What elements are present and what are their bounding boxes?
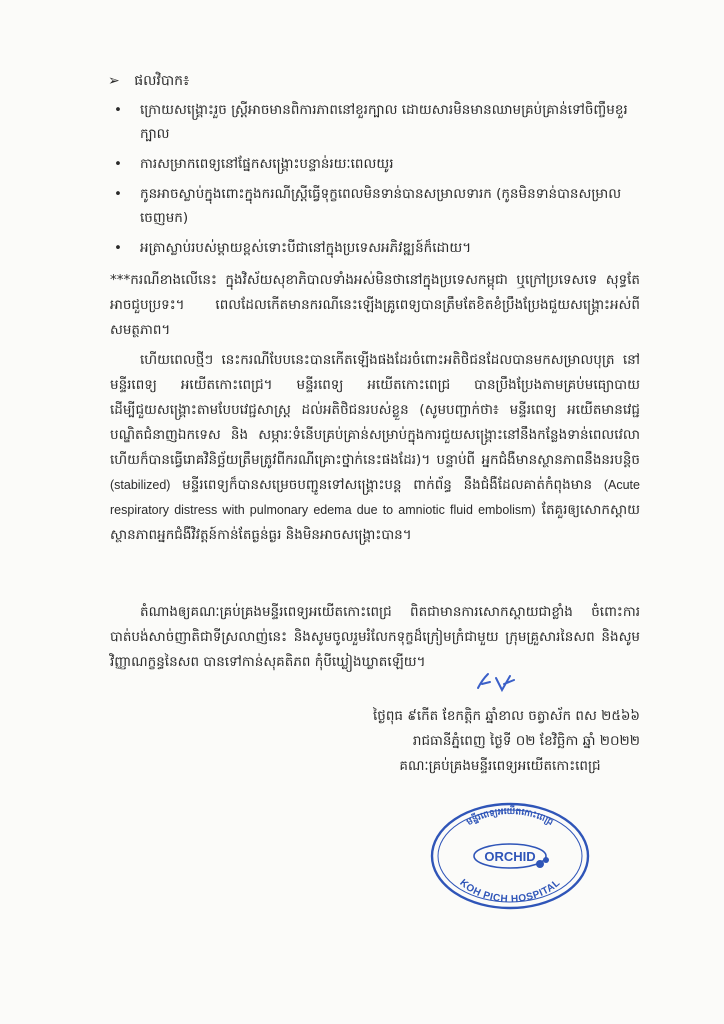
- lunar-date: ថ្ងៃពុធ ៩កើត ខែកត្តិក ឆ្នាំខាល ចត្វាស័ក ពស ២៥៦៦: [372, 708, 640, 724]
- list-item: [108, 152, 638, 176]
- consequences-title: ផលវិបាក៖: [134, 73, 190, 89]
- incident-paragraph: [110, 348, 640, 548]
- incident-term-stabilized: (stabilized): [110, 478, 171, 492]
- consequences-list: [108, 98, 638, 266]
- incident-text-2: មន្ទីរពេទ្យក៏បានសម្រេចបញ្ជូនទៅសង្គ្រោះបន្ត ពាក់ព័ន្ធ នឹងជំងឺដែលគាត់កំពុងមាន: [182, 477, 593, 493]
- signature-initials-icon: [474, 670, 522, 694]
- stamp-top-text: មន្ទីរពេទ្យអយើតកោះពេជ្រ: [465, 806, 555, 828]
- incident-text-3: តែគួរឲ្យសោកស្តាយ ស្ថានភាពអ្នកជំងឺវិវត្តន៍កាន់តែធ្ងន់ធ្ងរ និងមិនអាចសង្គ្រោះបាន។: [110, 502, 640, 543]
- bullet-dot-icon: •: [114, 186, 122, 202]
- bullet-text: ការសម្រាកពេទ្យនៅផ្នែកសង្គ្រោះបន្ទាន់រយៈពេលយូរ: [140, 156, 394, 172]
- stamp-logo-text: ORCHID: [484, 849, 536, 864]
- bullet-text: ក្រោយសង្គ្រោះរួច ស្ត្រីអាចមានពិការភាពនៅខួរក្បាល ដោយសារមិនមានឈាមគ្រប់គ្រាន់ទៅចិញ្ចឹមខួរក្បាល: [140, 102, 628, 142]
- bullet-text: កូនអាចស្លាប់ក្នុងពោះក្នុងករណីស្ត្រីធ្វើទុក្ខពេលមិនទាន់បានសម្រាលទារក (កូនមិនទាន់បានសម្រាលចេញមក): [140, 186, 622, 226]
- list-item: [108, 236, 638, 260]
- bullet-dot-icon: •: [114, 156, 122, 172]
- hospital-stamp: [428, 800, 592, 910]
- incident-text-1: ហើយពេលថ្មីៗ នេះករណីបែបនេះបានកើតឡើងផងដែរចំពោះអតិថិជនដែលបានមកសម្រាលបុត្រ នៅមន្ទីរពេទ្យ អយើតកោះពេជ្រ។ មន្ទីរពេទ្យ អយើតកោះពេជ្រ បានប្រឹងប្រែងតាមគ្រប់មធ្យោបាយ ដើម្បីជួយសង្គ្រោះតាមបែបវេជ្ជសាស្ត្រ ដល់អតិថិជនរបស់ខ្លួន (សូមបញ្ជាក់ថា៖ មន្ទីរពេទ្យ អយើតមានវេជ្ជបណ្ឌិតជំនាញឯកទេស និង សម្ភារៈទំនើបគ្រប់គ្រាន់សម្រាប់ក្នុងការជួយសង្គ្រោះនៅនឹងកន្លែងទាន់ពេលវេលា ហើយក៏បានធ្វើរោគវិនិច្ឆ័យត្រឹមត្រូវពីករណីគ្រោះថ្នាក់នេះផងដែរ)។ បន្ទាប់ពី អ្នកជំងឺមានស្ថានភាពនឹងនរបន្តិច: [110, 352, 640, 468]
- arrow-bullet-icon: ➢: [108, 73, 120, 89]
- signature-block: [340, 704, 640, 779]
- solar-date: រាជធានីភ្នំពេញ ថ្ងៃទី ០២ ខែវិច្ឆិកា ឆ្នាំ ២០២២: [412, 733, 640, 749]
- list-item: [108, 182, 638, 230]
- signer-name: គណៈគ្រប់គ្រងមន្ទីរពេទ្យអយើតកោះពេជ្រ: [399, 758, 601, 774]
- bullet-text: អត្រាស្លាប់របស់ម្តាយខ្ពស់ទោះបីជានៅក្នុងប្រទេសអភិវឌ្ឍន៍ក៏ដោយ។: [140, 240, 472, 256]
- stamp-bottom-text: KOH PICH HOSPITAL: [457, 877, 563, 906]
- bullet-dot-icon: •: [114, 102, 122, 118]
- note-paragraph: ***ករណីខាងលើនេះ ក្នុងវិស័យសុខាភិបាលទាំងអស់មិនថានៅក្នុងប្រទេសកម្ពុជា ឬក្រៅប្រទេសទេ សុទ្ធតែអាចជួបប្រទះ។ ពេលដែលកើតមានករណីនេះឡើងគ្រូពេទ្យបានត្រឹមតែខិតខំប្រឹងប្រែងជួយសង្គ្រោះអស់ពីសមត្ថភាព។: [110, 272, 640, 338]
- consequences-heading: [108, 70, 189, 92]
- list-item: [108, 98, 638, 146]
- incident-diagnosis: (Acute respiratory distress with pulmonary edema due to amniotic fluid embolism): [110, 478, 640, 517]
- bullet-dot-icon: •: [114, 240, 122, 256]
- condolence-paragraph: តំណាងឲ្យគណៈគ្រប់គ្រងមន្ទីរពេទ្យអយើតកោះពេជ្រ ពិតជាមានការសោកស្តាយជាខ្លាំង ចំពោះការបាត់បង់សាច់ញាតិជាទីស្រលាញ់នេះ និងសូមចូលរួមរំលែកទុក្ខដ៏ក្រៀមក្រំជាមួយ ក្រុមគ្រួសារនៃសព និងសូមវិញ្ញាណក្ខន្ធនៃសព បានទៅកាន់សុគតិភព កុំបីឃ្លៀងឃ្លាតឡើយ។: [110, 604, 640, 670]
- orchid-flower-icon: [536, 860, 544, 868]
